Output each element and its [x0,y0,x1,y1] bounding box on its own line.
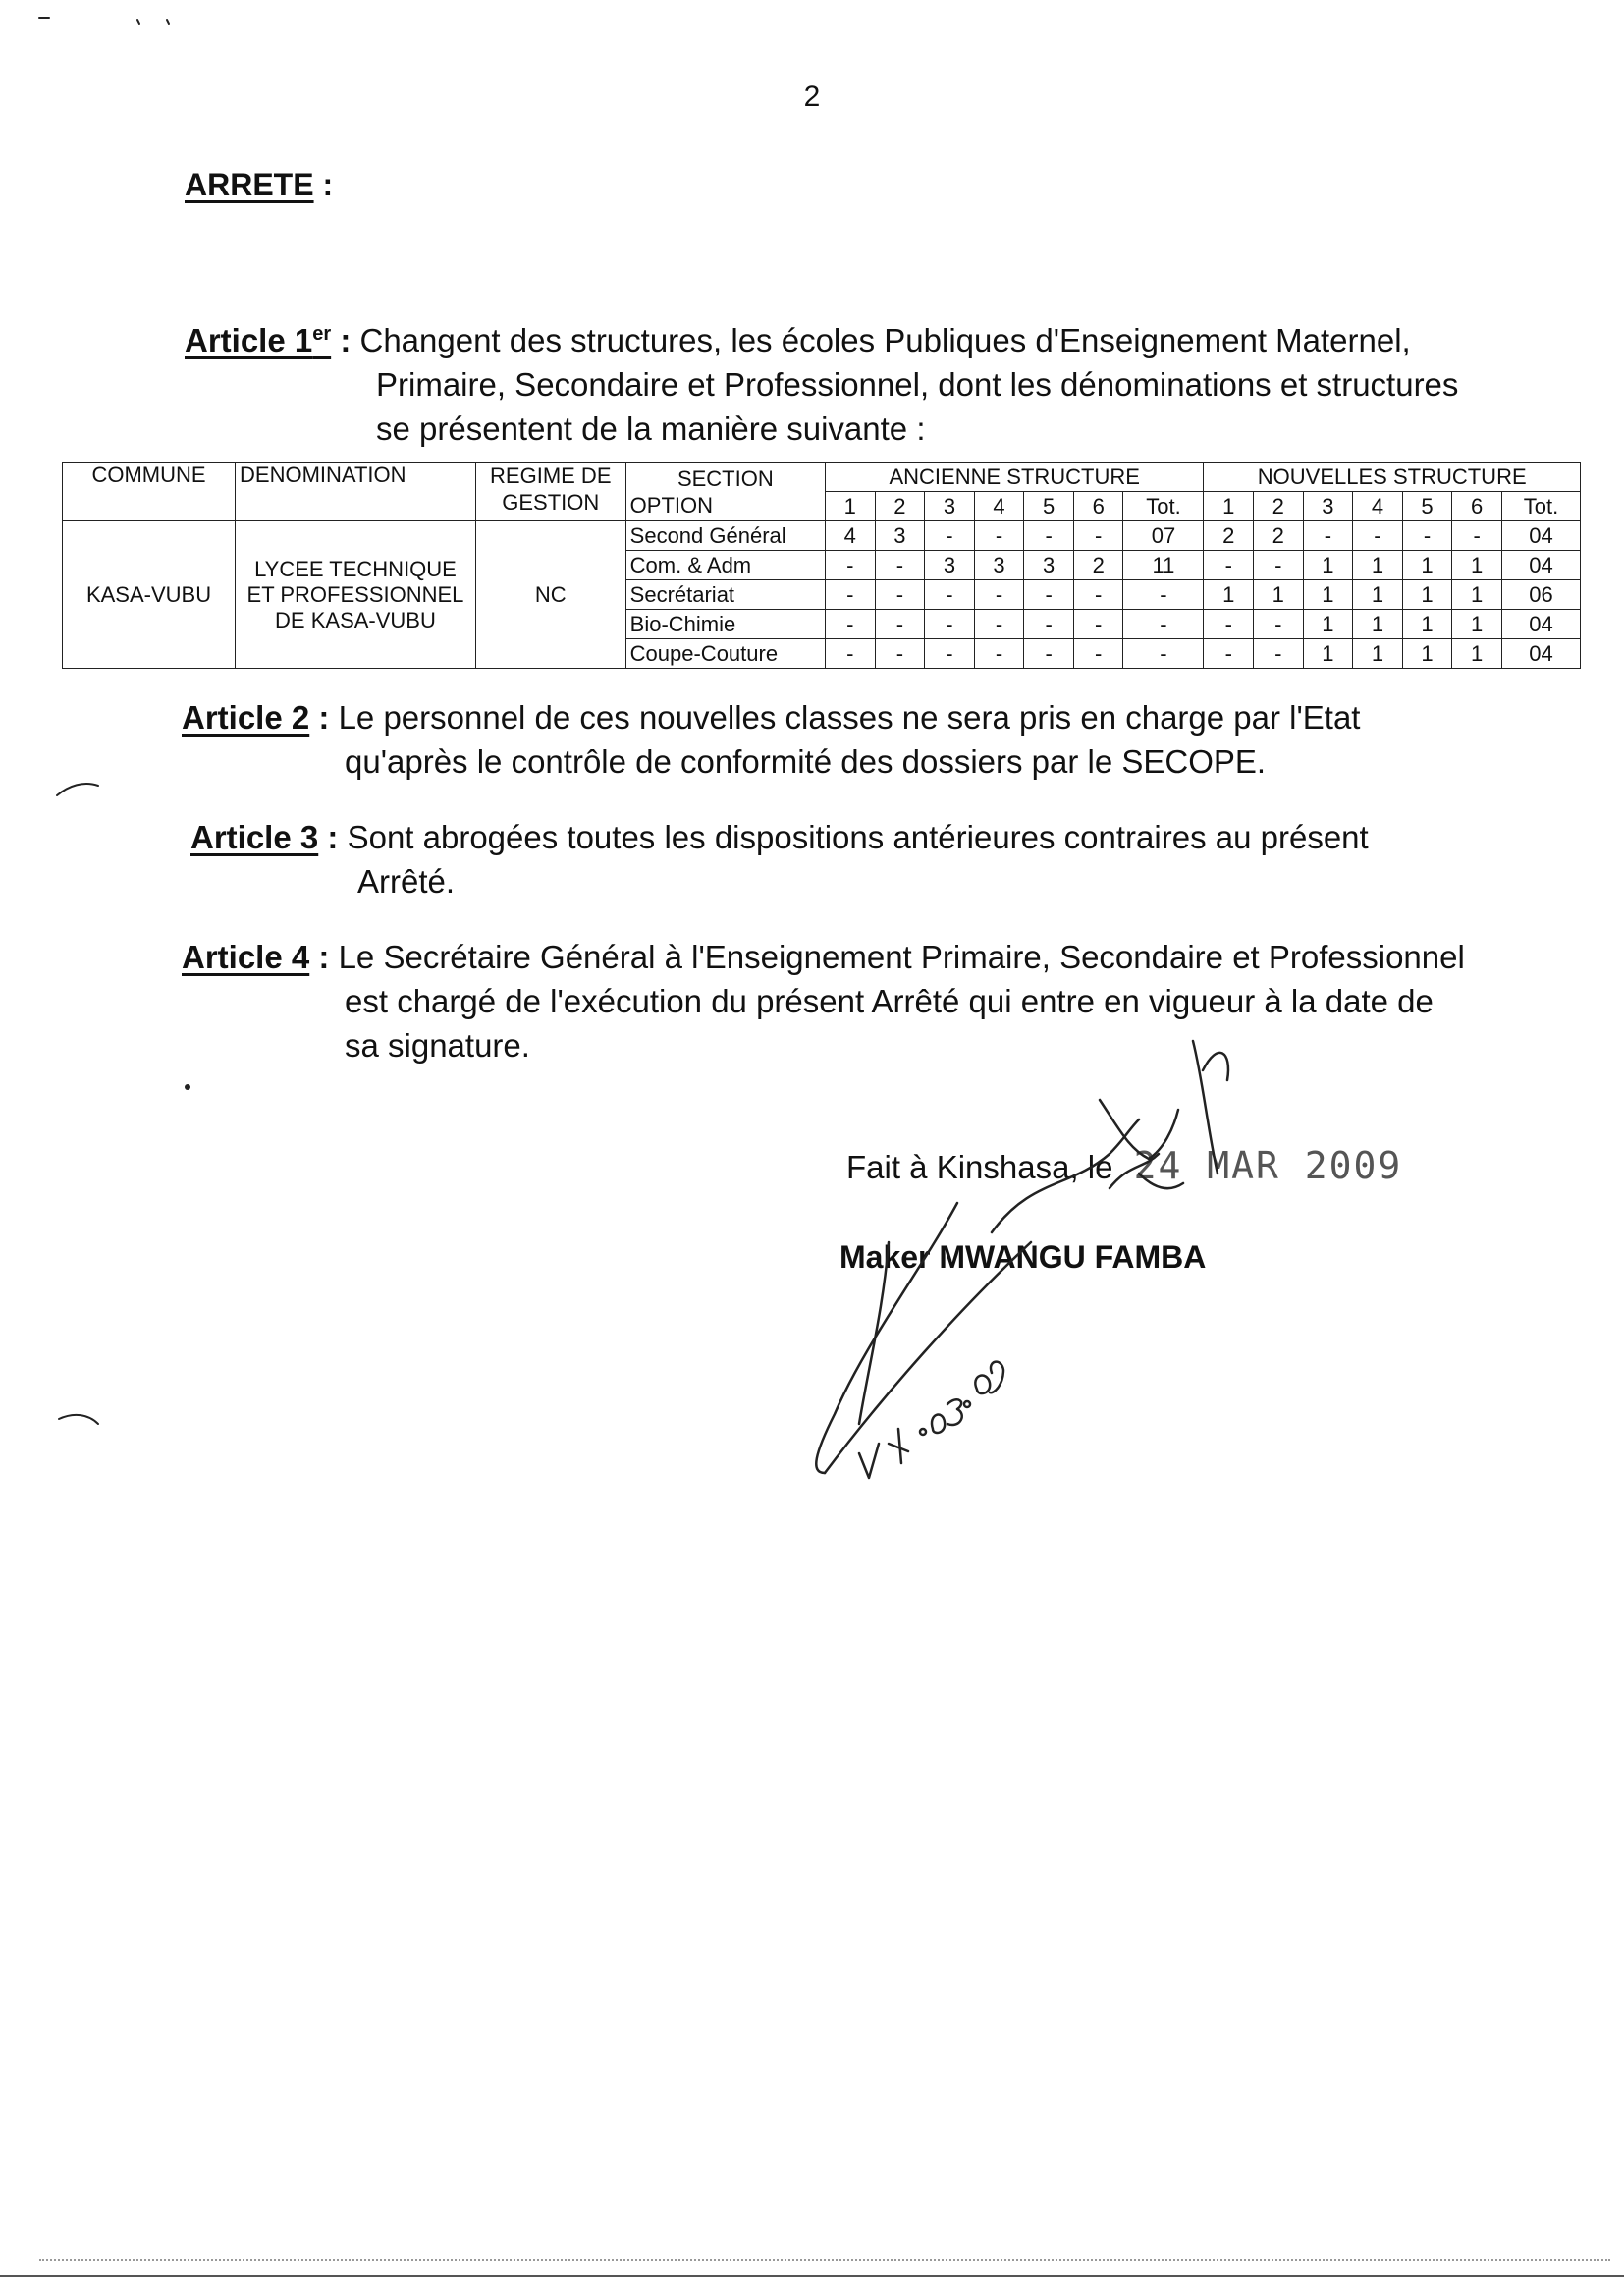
cell-value: 1 [1402,551,1452,580]
cell-value: - [875,551,925,580]
cell-total: - [1123,639,1204,669]
cell-value: - [925,580,975,610]
cell-value: - [1204,639,1254,669]
nouvelles-col-3: 3 [1303,492,1353,521]
cell-value: 4 [826,521,876,551]
cell-value: - [1204,610,1254,639]
cell-value: - [974,580,1024,610]
cell-option: Com. & Adm [625,551,825,580]
place-text: Fait à Kinshasa, le [846,1149,1113,1185]
cell-value: - [925,639,975,669]
cell-value: - [826,580,876,610]
cell-value: - [875,610,925,639]
cell-value: 1 [1353,580,1403,610]
cell-value: - [974,639,1024,669]
cell-total: 11 [1123,551,1204,580]
cell-value: 2 [1073,551,1123,580]
header-regime-line-2: GESTION [502,490,600,515]
cell-total: 04 [1501,610,1580,639]
cell-value: - [875,639,925,669]
cell-option: Coupe-Couture [625,639,825,669]
article-3-colon: : [327,819,339,855]
ancienne-col-6: 6 [1073,492,1123,521]
cell-value: 3 [875,521,925,551]
article-1-text-1: Changent des structures, les écoles Publiques d'Enseignement Maternel, [359,322,1411,358]
cell-value: 1 [1452,580,1502,610]
cell-value: - [925,610,975,639]
signatory-name: Maker MWANGU FAMBA [839,1239,1207,1275]
footer-dotted-rule [39,2259,1610,2261]
cell-value: - [1254,551,1304,580]
cell-value: 1 [1353,610,1403,639]
cell-total: 06 [1501,580,1580,610]
footer-rule [0,2275,1624,2277]
cell-value: - [875,580,925,610]
article-2-colon: : [318,699,330,736]
cell-value: 1 [1452,639,1502,669]
cell-total: - [1123,610,1204,639]
article-2-text-2: qu'après le contrôle de conformité des dossiers par le SECOPE. [345,743,1267,780]
article-1-label: Article 1er [185,322,332,358]
cell-value: - [1402,521,1452,551]
heading-colon: : [322,167,334,202]
heading-text: ARRETE [185,167,314,202]
nouvelles-col-4: 4 [1353,492,1403,521]
cell-total: 07 [1123,521,1204,551]
cell-value: 1 [1402,610,1452,639]
article-3-text-2: Arrêté. [357,863,456,900]
ancienne-col-2: 2 [875,492,925,521]
cell-option: Secrétariat [625,580,825,610]
cell-value: - [1024,580,1074,610]
nouvelles-col-6: 6 [1452,492,1502,521]
cell-value: - [1024,610,1074,639]
cell-value: - [1073,639,1123,669]
cell-value: - [1073,580,1123,610]
cell-value: - [826,551,876,580]
cell-value: 1 [1204,580,1254,610]
header-commune: COMMUNE [63,463,236,521]
article-1-colon: : [340,322,352,358]
ancienne-col-5: 5 [1024,492,1074,521]
cell-value: 3 [925,551,975,580]
denomination-line-2: ET PROFESSIONNEL [246,581,464,607]
cell-value: - [826,610,876,639]
cell-total: - [1123,580,1204,610]
cell-value: 1 [1402,580,1452,610]
article-3-label: Article 3 [190,819,319,855]
cell-value: - [974,521,1024,551]
header-denomination: DENOMINATION [236,463,476,521]
ancienne-col-4: 4 [974,492,1024,521]
cell-value: 1 [1303,580,1353,610]
cell-value: 1 [1353,551,1403,580]
cell-value: 1 [1254,580,1304,610]
cell-value: - [1254,639,1304,669]
cell-value: 1 [1303,639,1353,669]
cell-commune: KASA-VUBU [63,521,236,669]
nouvelles-col-5: 5 [1402,492,1452,521]
article-2-text-1: Le personnel de ces nouvelles classes ne sera pris en charge par l'Etat [338,699,1361,736]
article-4-label: Article 4 [182,939,310,975]
cell-value: 1 [1452,610,1502,639]
article-4-colon: : [318,939,330,975]
cell-value: - [1073,610,1123,639]
cell-value: - [1254,610,1304,639]
header-nouvelles-structure: NOUVELLES STRUCTURE [1204,463,1581,492]
article-4-text-2: est chargé de l'exécution du présent Arrêté qui entre en vigueur à la date de [345,983,1434,1019]
cell-total: 04 [1501,639,1580,669]
ancienne-col-tot: Tot. [1123,492,1204,521]
cell-value: - [1303,521,1353,551]
cell-value: 1 [1402,639,1452,669]
date-stamp: 24 MAR 2009 [1133,1144,1403,1187]
nouvelles-col-tot: Tot. [1501,492,1580,521]
article-4-text-3: sa signature. [345,1027,530,1064]
cell-value: 1 [1303,551,1353,580]
cell-option: Second Général [625,521,825,551]
ancienne-col-1: 1 [826,492,876,521]
cell-value: 3 [974,551,1024,580]
article-2-label: Article 2 [182,699,310,736]
cell-value: 1 [1303,610,1353,639]
cell-value: 1 [1452,551,1502,580]
cell-value: 1 [1353,639,1403,669]
header-option: OPTION [629,492,713,518]
cell-value: - [1024,521,1074,551]
cell-value: 2 [1204,521,1254,551]
denomination-line-3: DE KASA-VUBU [275,607,436,632]
cell-value: - [1204,551,1254,580]
header-regime-line-1: REGIME DE [490,464,612,488]
cell-value: - [925,521,975,551]
article-1-text-2: Primaire, Secondaire et Professionnel, dont les dénominations et structures [376,366,1459,403]
denomination-line-1: LYCEE TECHNIQUE [254,556,457,581]
ancienne-col-3: 3 [925,492,975,521]
cell-value: - [1073,521,1123,551]
cell-value: - [1353,521,1403,551]
cell-value: - [974,610,1024,639]
cell-regime: NC [475,521,625,669]
cell-total: 04 [1501,521,1580,551]
cell-value: - [1452,521,1502,551]
header-section: SECTION [677,465,774,491]
article-4-text-1: Le Secrétaire Général à l'Enseignement Primaire, Secondaire et Professionnel [338,939,1465,975]
page-number: 2 [803,81,821,113]
cell-total: 04 [1501,551,1580,580]
nouvelles-col-2: 2 [1254,492,1304,521]
cell-value: - [1024,639,1074,669]
header-ancienne-structure: ANCIENNE STRUCTURE [826,463,1204,492]
cell-value: - [826,639,876,669]
nouvelles-col-1: 1 [1204,492,1254,521]
cell-value: 2 [1254,521,1304,551]
cell-value: 3 [1024,551,1074,580]
article-1-text-3: se présentent de la manière suivante : [376,410,926,447]
article-3-text-1: Sont abrogées toutes les dispositions antérieures contraires au présent [347,819,1369,855]
cell-option: Bio-Chimie [625,610,825,639]
